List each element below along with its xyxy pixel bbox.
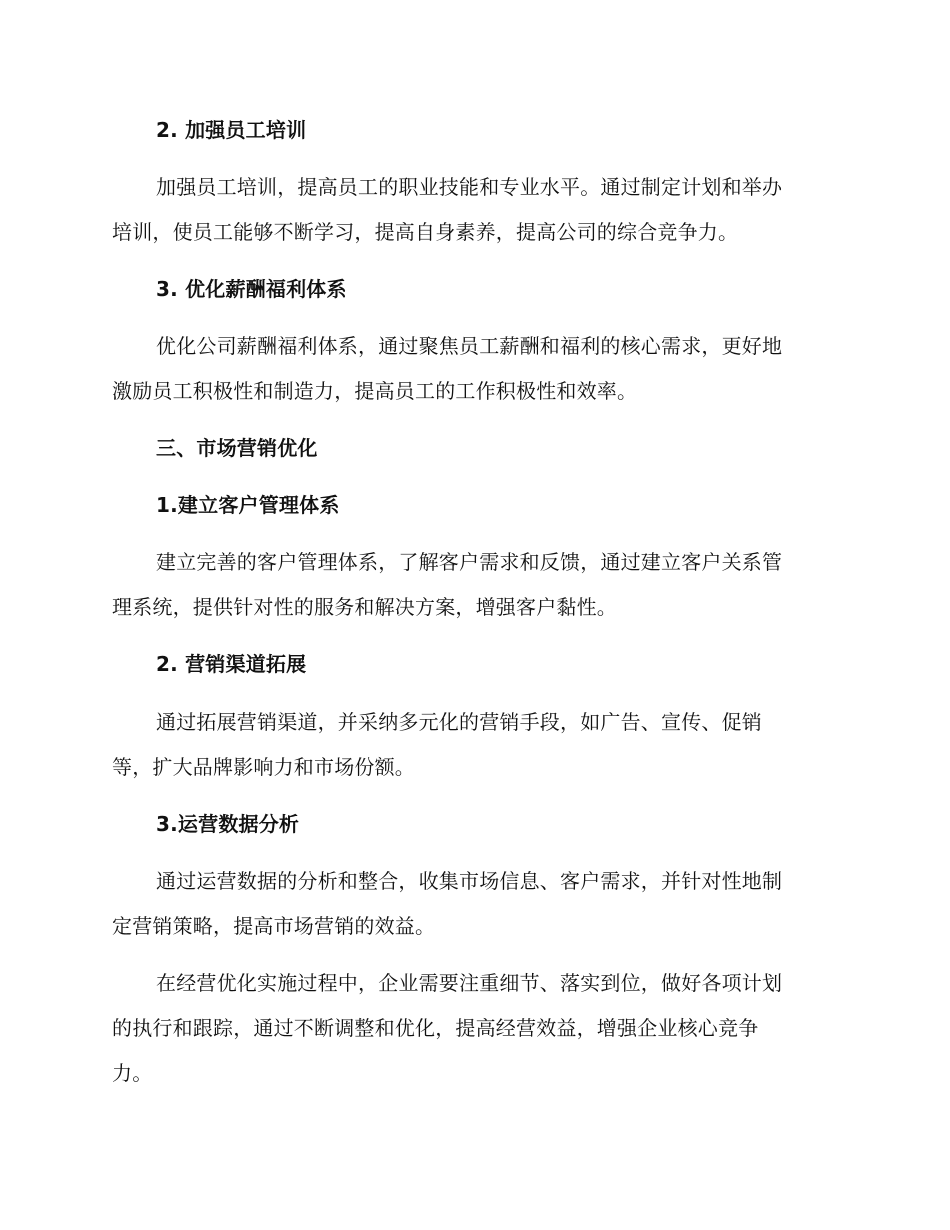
paragraph-line: 优化公司薪酬福利体系，通过聚焦员工薪酬和福利的核心需求，更好地 <box>156 334 783 358</box>
paragraph-line: 加强员工培训，提高员工的职业技能和专业水平。通过制定计划和举办 <box>156 175 783 199</box>
paragraph-line: 建立完善的客户管理体系，了解客户需求和反馈，通过建立客户关系管 <box>156 550 783 574</box>
paragraph-line: 培训，使员工能够不断学习，提高自身素养，提高公司的综合竞争力。 <box>112 220 739 244</box>
paragraph-line: 激励员工积极性和制造力，提高员工的工作积极性和效率。 <box>112 379 638 403</box>
paragraph-line: 等，扩大品牌影响力和市场份额。 <box>112 755 415 779</box>
paragraph-line: 定营销策略，提高市场营销的效益。 <box>112 914 436 938</box>
paragraph-line: 力。 <box>112 1061 153 1085</box>
paragraph-line: 通过拓展营销渠道，并采纳多元化的营销手段，如广告、宣传、促销 <box>156 710 762 734</box>
paragraph-line: 在经营优化实施过程中，企业需要注重细节、落实到位，做好各项计划 <box>156 971 783 995</box>
section-heading: 3.运营数据分析 <box>156 812 300 836</box>
paragraph-line: 的执行和跟踪，通过不断调整和优化，提高经营效益，增强企业核心竞争 <box>112 1016 759 1040</box>
paragraph-line: 通过运营数据的分析和整合，收集市场信息、客户需求，并针对性地制 <box>156 869 783 893</box>
chapter-heading: 三、市场营销优化 <box>156 436 318 460</box>
paragraph-line: 理系统，提供针对性的服务和解决方案，增强客户黏性。 <box>112 595 617 619</box>
section-heading: 2. 加强员工培训 <box>156 118 307 142</box>
section-heading: 1.建立客户管理体系 <box>156 493 340 517</box>
section-heading: 2. 营销渠道拓展 <box>156 652 307 676</box>
section-heading: 3. 优化薪酬福利体系 <box>156 277 347 301</box>
